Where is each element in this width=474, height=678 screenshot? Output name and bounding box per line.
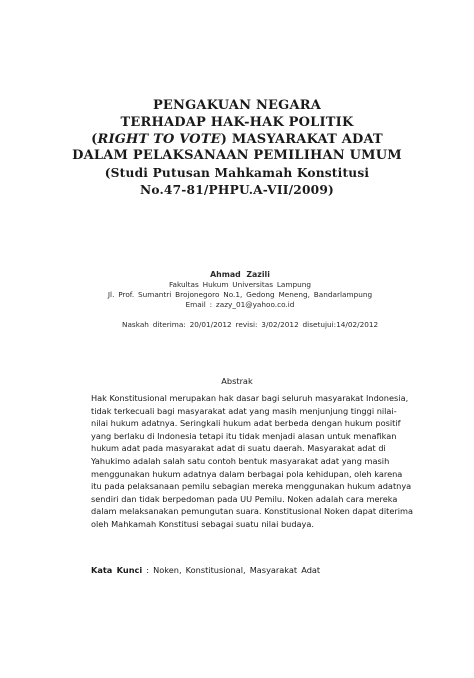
title-line-2: TERHADAP HAK-HAK POLITIK bbox=[120, 114, 354, 130]
abstract-line: sendiri dan tidak berpedoman pada UU Pemilu. Noken adalah cara mereka bbox=[91, 493, 398, 504]
title-line-3-rest: ) MASYARAKAT ADAT bbox=[220, 131, 383, 147]
abstract-line: hukum adat pada masyarakat adat di suatu daerah. Masyarakat adat di bbox=[91, 443, 386, 454]
keywords-separator: : bbox=[142, 565, 154, 575]
abstract-line: Yahukimo adalah salah satu contoh bentuk masyarakat adat yang masih bbox=[91, 455, 390, 466]
abstract-heading: Abstrak bbox=[221, 376, 253, 386]
author-block bbox=[95, 270, 385, 310]
paper-title bbox=[50, 98, 424, 199]
author-address: Jl. Prof. Sumantri Brojonegoro No.1, Gedong Meneng, Bandarlampung bbox=[107, 290, 373, 299]
abstract-line: yang berlaku di Indonesia tetapi itu tidak menjadi alasan untuk menafikan bbox=[91, 430, 397, 441]
author-name: Ahmad Zazili bbox=[210, 270, 270, 279]
title-paren-open: ( bbox=[91, 131, 98, 147]
keywords bbox=[91, 565, 391, 575]
author-email: Email : zazy_01@yahoo.co.id bbox=[185, 300, 295, 309]
abstract-line: oleh Mahkamah Konstitusi sebagai suatu nilai budaya. bbox=[91, 518, 315, 529]
subtitle-line-2: No.47-81/PHPU.A-VII/2009) bbox=[140, 182, 334, 197]
title-line-3 bbox=[50, 132, 424, 149]
keywords-label: Kata Kunci bbox=[91, 565, 143, 575]
abstract-line: nilai hukum adatnya. Seringkali hukum adat berbeda dengan hukum positif bbox=[91, 418, 401, 429]
abstract-body bbox=[91, 392, 414, 531]
subtitle-line-1: (Studi Putusan Mahkamah Konstitusi bbox=[104, 166, 370, 181]
author-affiliation: Fakultas Hukum Universitas Lampung bbox=[168, 280, 311, 289]
abstract-line: itu pada pelaksanaan pemilu sebagian mereka menggunakan hukum adatnya bbox=[91, 481, 412, 492]
abstract-line: Hak Konstitusional merupakan hak dasar bagi seluruh masyarakat Indonesia, bbox=[91, 393, 409, 403]
abstract-line: dalam melaksanakan pemungutan suara. Konstitusional Noken dapat diterima bbox=[91, 506, 414, 517]
keywords-value: Noken, Konstitusional, Masyarakat Adat bbox=[153, 565, 321, 575]
manuscript-dates: Naskah diterima: 20/01/2012 revisi: 3/02/2012 disetujui:14/02/2012 bbox=[122, 320, 379, 329]
abstract-line: tidak terkecuali bagi masyarakat adat yang masih menjunjung tinggi nilai- bbox=[91, 405, 397, 416]
title-italic-phrase: RIGHT TO VOTE bbox=[97, 131, 221, 147]
title-line-1: PENGAKUAN NEGARA bbox=[152, 98, 322, 113]
title-line-4: DALAM PELAKSANAAN PEMILIHAN UMUM bbox=[72, 148, 402, 164]
abstract-line: menggunakan hukum adatnya dalam berbagai pola kehidupan, oleh karena bbox=[91, 468, 403, 479]
